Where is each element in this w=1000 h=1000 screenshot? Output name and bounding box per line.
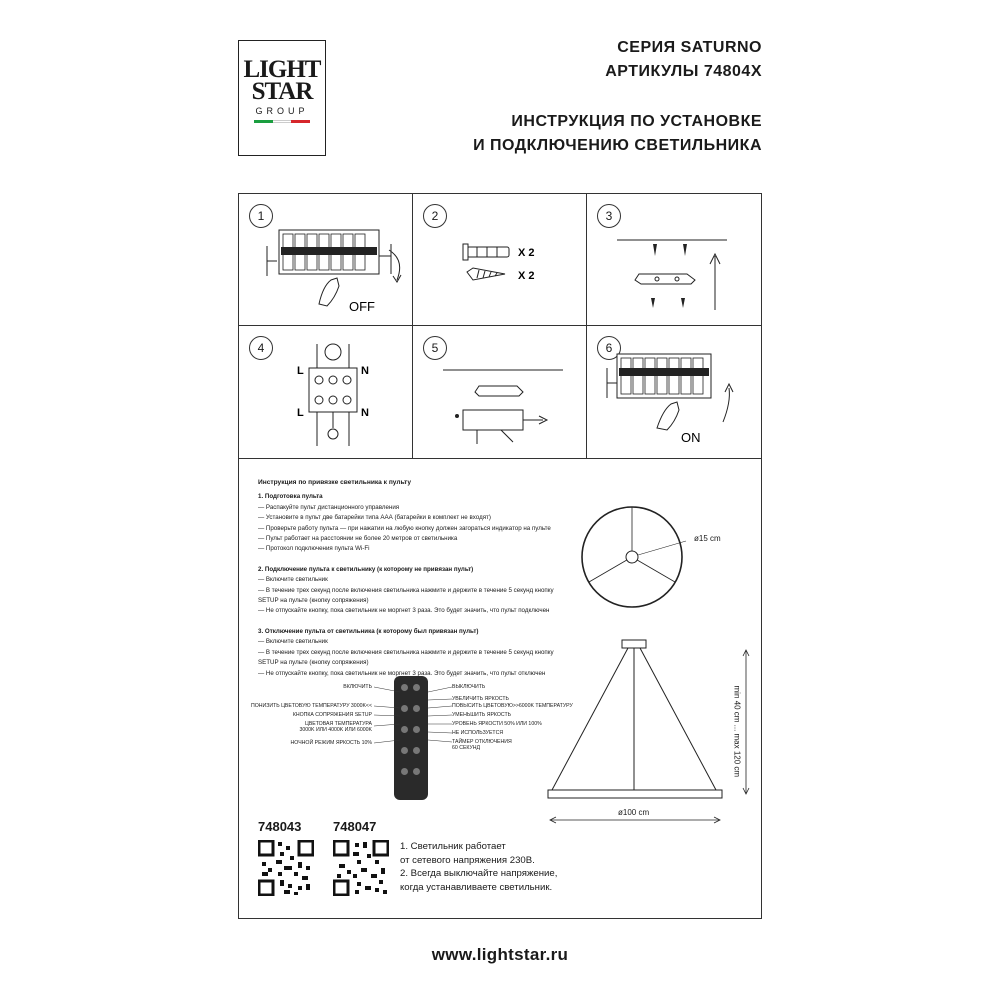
- safety-notes: [400, 840, 557, 894]
- note-line: 2. Всегда выключайте напряжение,: [400, 868, 558, 879]
- section-heading: 3. Отключение пульта от светильника (к которому был привязан пульт): [258, 627, 479, 635]
- remote-button: [413, 768, 420, 775]
- article-code-2: 748047: [333, 819, 377, 834]
- height-dimension: min 40 cm ... max 120 cm: [732, 685, 742, 778]
- instruction-line: — Включите светильник: [258, 576, 328, 584]
- instruction-line: — Проверьте работу пульта — при нажатии на любую кнопку должен загораться индикатор на пульте: [258, 524, 551, 532]
- off-label: OFF: [349, 299, 375, 314]
- ring-top-dimension: ø15 cm: [694, 534, 721, 543]
- remote-label-on: ВКЛЮЧИТЬ: [343, 684, 372, 690]
- remote-label-unused: НЕ ИСПОЛЬЗУЕТСЯ: [452, 730, 504, 736]
- remote-button: [401, 768, 408, 775]
- wall-plug-icon: [463, 244, 509, 260]
- instruction-line: — Протокол подключения пульта Wi-Fi: [258, 545, 370, 553]
- instruction-line: — Пульт работает на расстоянии не более 20 метров от светильника: [258, 535, 458, 543]
- instruction-line: — Включите светильник: [258, 638, 328, 646]
- instruction-line: — Распакуйте пульт дистанционного управления: [258, 503, 400, 511]
- remote-label-off: ВЫКЛЮЧИТЬ: [452, 684, 486, 690]
- step-number: 5: [423, 336, 447, 360]
- breaker-off-illustration: [239, 194, 413, 327]
- pairing-title: Инструкция по привязке светильника к пульту: [258, 479, 412, 486]
- step-1: [239, 194, 413, 326]
- live-label-top: L: [297, 365, 304, 377]
- step-5: [413, 326, 587, 458]
- neutral-label-bottom: N: [361, 407, 369, 419]
- step-number: 4: [249, 336, 273, 360]
- remote-label-brightness-level: УРОВЕНЬ ЯРКОСТИ 50% ИЛИ 100%: [452, 721, 542, 727]
- pendant-side-view: [540, 636, 760, 826]
- website-url: www.lightstar.ru: [431, 945, 569, 964]
- screw-quantity: X 2: [518, 270, 535, 282]
- step-6: [587, 326, 761, 458]
- remote-label-setup: КНОПКА СОПРЯЖЕНИЯ SETUP: [292, 712, 372, 718]
- instruction-line: — В течение трех секунд после включения светильника нажмите и держите в течение 5 секунд кнопку: [258, 648, 554, 656]
- logo-word-star: STAR: [251, 78, 313, 105]
- step-4: [239, 326, 413, 458]
- instruction-line: — Установите в пульт две батарейки типа ААА (батарейки в комплект не входят): [258, 514, 491, 522]
- remote-label-timer-seconds: 60 СЕКУНД: [452, 745, 481, 751]
- brand-logo: [238, 40, 326, 156]
- diameter-dimension: ø100 cm: [618, 808, 650, 817]
- section-heading: 2. Подключение пульта к светильнику (к которому не привязан пульт): [258, 565, 474, 573]
- step-2: [413, 194, 587, 326]
- on-label: ON: [681, 430, 701, 445]
- neutral-label-top: N: [361, 365, 369, 377]
- articles-title: АРТИКУЛЫ 74804X: [605, 63, 762, 80]
- note-line: от сетевого напряжения 230В.: [400, 854, 535, 866]
- logo-word-light: LIGHT: [243, 56, 321, 83]
- article-code-1: 748043: [258, 819, 302, 834]
- bracket-mount-illustration: [587, 194, 761, 327]
- breaker-on-illustration: [587, 326, 761, 459]
- installation-steps-grid: [238, 193, 762, 459]
- note-line: когда устанавливаете светильник.: [400, 881, 553, 893]
- instruction-line: — Не отпускайте кнопку, пока светильник не моргнет 3 раза. Это будет значить, что пульт подключен: [258, 607, 550, 615]
- screw-icon: [467, 268, 505, 280]
- plug-quantity: X 2: [518, 247, 535, 259]
- step-number: 2: [423, 204, 447, 228]
- logo-word-group: GROUP: [255, 106, 309, 116]
- qr-code-icon: [258, 840, 314, 896]
- ring-top-view: [576, 505, 756, 615]
- note-line: 1. Светильник работает: [400, 841, 506, 852]
- step-number: 1: [249, 204, 273, 228]
- step-number: 3: [597, 204, 621, 228]
- hardware-illustration: [413, 194, 587, 327]
- pairing-instructions: [258, 478, 588, 679]
- remote-label-color-temp: ЦВЕТОВАЯ ТЕМПЕРАТУРА: [304, 721, 372, 727]
- qr-code-icon: [333, 840, 389, 896]
- instruction-line: — В течение трех секунд после включения светильника нажмите и держите в течение 5 секунд кнопку: [258, 586, 554, 594]
- instruction-line: — Не отпускайте кнопку, пока светильник не моргнет 3 раза. Это будет значить, что пульт отключен: [258, 669, 546, 677]
- doc-title-line1: ИНСТРУКЦИЯ ПО УСТАНОВКЕ: [511, 113, 762, 130]
- remote-label-dimmer: УМЕНЬШИТЬ ЯРКОСТЬ: [452, 712, 512, 718]
- italian-flag-stripe: [254, 120, 310, 123]
- remote-label-night: НОЧНОЙ РЕЖИМ ЯРКОСТЬ 10%: [290, 740, 372, 746]
- remote-leader-lines: [372, 680, 456, 750]
- fixture-mount-illustration: [413, 326, 587, 459]
- doc-title-line2: И ПОДКЛЮЧЕНИЮ СВЕТИЛЬНИКА: [473, 137, 762, 154]
- series-title: СЕРИЯ SATURNO: [617, 39, 762, 56]
- section-heading: 1. Подготовка пульта: [258, 493, 323, 501]
- step-number: 6: [597, 336, 621, 360]
- remote-label-lower-temp: ПОНИЗИТЬ ЦВЕТОВУЮ ТЕМПЕРАТУРУ 3000K<<: [250, 703, 372, 709]
- instruction-line: SETUP на пульте (кнопку сопряжения): [258, 659, 369, 667]
- step-3: [587, 194, 761, 326]
- remote-label-color-temp-values: 3000K ИЛИ 4000K ИЛИ 6000K: [299, 727, 372, 733]
- remote-label-brighter: УВЕЛИЧИТЬ ЯРКОСТЬ: [452, 696, 509, 702]
- wiring-terminal-illustration: [239, 326, 413, 459]
- remote-label-timer: ТАЙМЕР ОТКЛЮЧЕНИЯ: [452, 739, 512, 745]
- remote-label-raise-temp: ПОВЫСИТЬ ЦВЕТОВУЮ>>6000K ТЕМПЕРАТУРУ: [452, 703, 573, 709]
- live-label-bottom: L: [297, 407, 304, 419]
- instruction-line: SETUP на пульте (кнопку сопряжения): [258, 597, 369, 605]
